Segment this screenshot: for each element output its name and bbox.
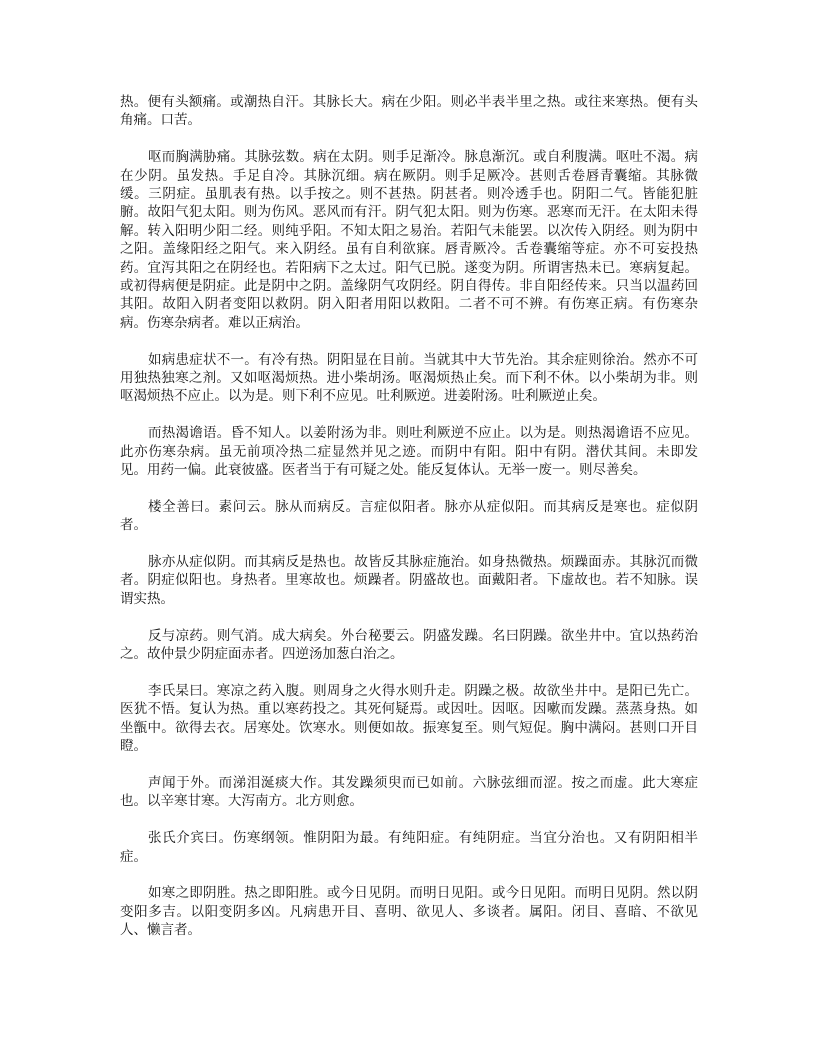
paragraph: 如病患症状不一。有冷有热。阴阳显在目前。当就其中大节先治。其余症则徐治。然亦不可用独热独寒之剂。又如呕渴烦热。进小柴胡汤。呕渴烦热止矣。而下利不休。以小柴胡为非。则呕渴烦热不应止。以为是。则下利不应见。吐利厥逆。进姜附汤。吐利厥逆止矣。	[120, 351, 698, 405]
paragraph: 反与凉药。则气消。成大病矣。外台秘要云。阴盛发躁。名曰阴躁。欲坐井中。宜以热药治之。故仲景少阴症面赤者。四逆汤加葱白治之。	[120, 627, 698, 663]
paragraph: 张氏介宾曰。伤寒纲领。惟阴阳为最。有纯阳症。有纯阴症。当宜分治也。又有阴阳相半症。	[120, 830, 698, 865]
paragraph: 楼全善曰。素问云。脉从而病反。言症似阳者。脉亦从症似阳。而其病反是寒也。症似阴者。	[120, 498, 698, 534]
paragraph-continuation: 热。便有头额痛。或潮热自汗。其脉长大。病在少阳。则必半表半里之热。或往来寒热。便有头角痛。口苦。	[120, 94, 698, 129]
paragraph: 脉亦从症似阴。而其病反是热也。故皆反其脉症施治。如身热微热。烦躁面赤。其脉沉而微者。阴症似阳也。身热者。里寒故也。烦躁者。阴盛故也。面戴阳者。下虚故也。若不知脉。误谓实热。	[120, 554, 698, 607]
paragraph: 声闻于外。而涕泪涎痰大作。其发躁须臾而已如前。六脉弦细而涩。按之而虚。此大寒症也。以辛寒甘寒。大泻南方。北方则愈。	[120, 774, 698, 810]
paragraph: 如寒之即阴胜。热之即阳胜。或今日见阴。而明日见阳。或今日见阳。而明日见阴。然以阴变阳多吉。以阳变阴多凶。凡病患开目、喜明、欲见人、多谈者。属阳。闭目、喜暗、不欲见人、懒言者。	[120, 885, 698, 939]
paragraph: 而热渴谵语。昏不知人。以姜附汤为非。则吐利厥逆不应止。以为是。则热渴谵语不应见。此亦伤寒杂病。虽无前项冷热二症显然并见之迹。而阴中有阳。阳中有阴。潜伏其间。未即发见。用药一偏。此衰彼盛。医者当于有可疑之处。能反复体认。无举一废一。则尽善矣。	[120, 425, 698, 479]
paragraph: 李氏杲曰。寒凉之药入腹。则周身之火得水则升走。阴躁之极。故欲坐井中。是阳已先亡。医犹不悟。复认为热。重以寒药投之。其死何疑焉。或因吐。因呕。因嗽而发躁。蒸蒸身热。如坐甑中。欲得去衣。居寒处。饮寒水。则便如故。振寒复至。则气短促。胸中满闷。甚则口开目瞪。	[120, 682, 698, 755]
document-page	[120, 93, 698, 958]
paragraph: 呕而胸满胁痛。其脉弦数。病在太阴。则手足渐冷。脉息渐沉。或自利腹满。呕吐不渴。病在少阴。虽发热。手足自冷。其脉沉细。病在厥阴。则手足厥冷。甚则舌卷唇青囊缩。其脉微缓。三阴症。虽肌表有热。以手按之。则不甚热。阴甚者。则冷透手也。阴阳二气。皆能犯脏腑。故阳气犯太阳。则为伤风。恶风而有汗。阴气犯太阳。则为伤寒。恶寒而无汗。在太阳未得解。转入阳明少阳二经。则纯乎阳。不知太阳之易治。若阳气未能罢。以次传入阴经。则为阴中之阳。盖缘阳经之阳气。来入阴经。虽有自利欲寐。唇青厥冷。舌卷囊缩等症。亦不可妄投热药。宜泻其阳之在阴经也。若阳病下之太过。阳气已脱。遂变为阴。所谓害热未已。寒病复起。或初得病便是阴症。此是阴中之阴。盖缘阴气攻阴经。阴自得传。非自阳经传来。只当以温药回其阳。故阳入阴者变阳以救阴。阴入阳者用阳以救阳。二者不可不辨。有伤寒正病。有伤寒杂病。伤寒杂病者。难以正病治。	[120, 149, 698, 331]
